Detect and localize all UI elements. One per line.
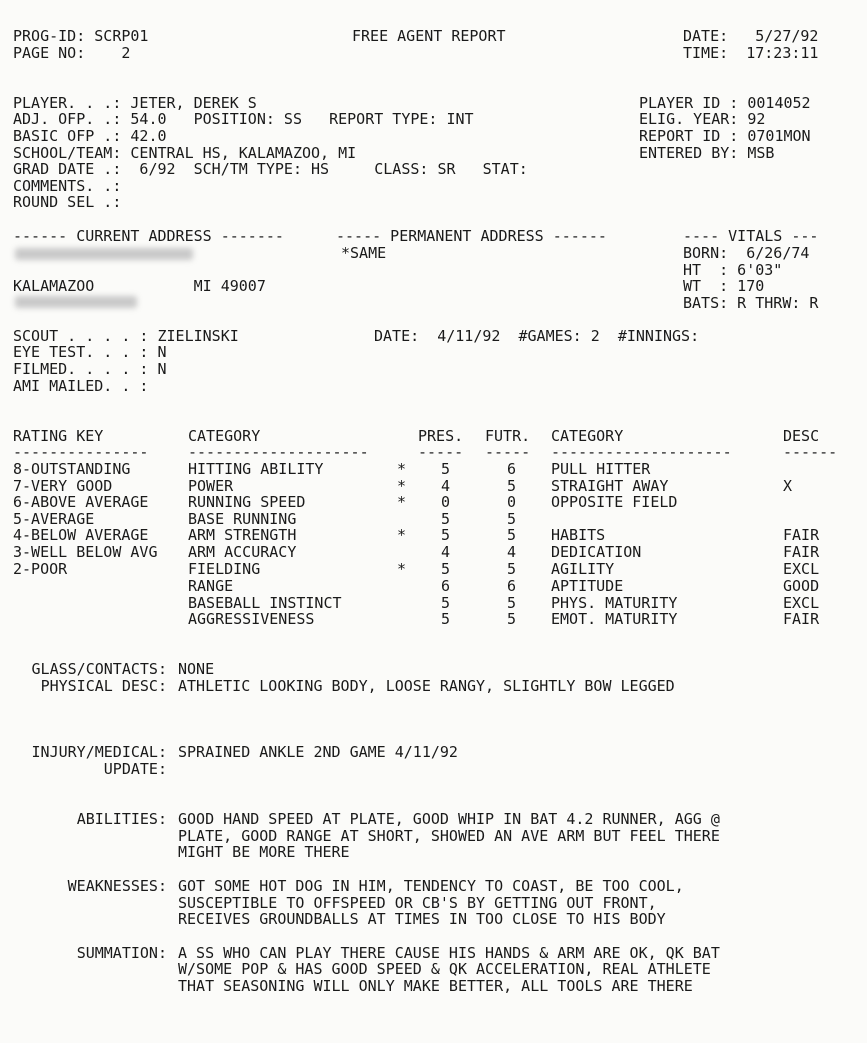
makeup-desc: FAIR	[783, 610, 820, 628]
comments: COMMENTS. .:	[13, 177, 122, 195]
city-state-zip: KALAMAZOO MI 49007	[13, 277, 266, 295]
present-rating: 5	[441, 560, 451, 578]
tool-category: RUNNING SPEED	[188, 493, 306, 511]
injury-value: SPRAINED ANKLE 2ND GAME 4/11/92	[178, 743, 458, 761]
makeup-category: EMOT. MATURITY	[551, 610, 678, 628]
tool-category: AGGRESSIVENESS	[188, 610, 315, 628]
abilities-line: MIGHT BE MORE THERE	[178, 843, 350, 861]
makeup-category: AGILITY	[551, 560, 615, 578]
future-rating: 4	[507, 543, 517, 561]
rating-key-item: 2-POOR	[13, 560, 68, 578]
present-rating: 5	[441, 510, 451, 528]
weaknesses-line: GOT SOME HOT DOG IN HIM, TENDENCY TO COAST, BE TOO COOL,	[178, 877, 684, 895]
filmed: FILMED. . . . : N	[13, 360, 167, 378]
rating-key-item: 6-ABOVE AVERAGE	[13, 493, 149, 511]
glass-contacts-label: GLASS/CONTACTS:	[31, 660, 167, 678]
rating-key-header: RATING KEY	[13, 427, 104, 445]
future-rating: 6	[507, 460, 517, 478]
present-rating: 5	[441, 610, 451, 628]
entered-by: ENTERED BY: MSB	[639, 144, 775, 162]
future-rating: 5	[507, 560, 517, 578]
present-rating: 0	[441, 493, 451, 511]
category2-header: CATEGORY	[551, 427, 624, 445]
current-address-header: ------ CURRENT ADDRESS -------	[13, 227, 284, 245]
starred-mark: *	[397, 493, 407, 511]
scout-name: SCOUT . . . . : ZIELINSKI	[13, 327, 239, 345]
player-name: PLAYER. . .: JETER, DEREK S	[13, 94, 257, 112]
hitter-type: OPPOSITE FIELD	[551, 493, 678, 511]
report-time: TIME: 17:23:11	[683, 44, 819, 62]
future-rating: 0	[507, 493, 517, 511]
injury-label: INJURY/MEDICAL:	[31, 743, 167, 761]
physical-desc-value: ATHLETIC LOOKING BODY, LOOSE RANGY, SLIGHTLY BOW LEGGED	[178, 677, 675, 695]
weaknesses-label: WEAKNESSES:	[67, 877, 167, 895]
rating-key-rule: ---------------	[13, 443, 149, 461]
present-rating: 4	[441, 543, 451, 561]
physical-desc-label: PHYSICAL DESC:	[40, 677, 167, 695]
tool-category: FIELDING	[188, 560, 261, 578]
eye-test: EYE TEST. . . : N	[13, 343, 167, 361]
present-rating: 5	[441, 460, 451, 478]
round-sel: ROUND SEL .:	[13, 193, 122, 211]
tool-category: BASE RUNNING	[188, 510, 297, 528]
present-rating: 4	[441, 477, 451, 495]
hitter-type-mark: X	[783, 477, 793, 495]
grad-date-line: GRAD DATE .: 6/92 SCH/TM TYPE: HS CLASS: SR STAT:	[13, 160, 528, 178]
starred-mark: *	[397, 560, 407, 578]
futr-header: FUTR.	[485, 427, 531, 445]
futr-rule: -----	[485, 443, 531, 461]
starred-mark: *	[397, 477, 407, 495]
tool-category: ARM STRENGTH	[188, 526, 297, 544]
report-title: FREE AGENT REPORT	[352, 27, 506, 45]
injury-update-label: UPDATE:	[103, 760, 167, 778]
tool-category: BASEBALL INSTINCT	[188, 594, 342, 612]
makeup-desc: FAIR	[783, 526, 820, 544]
category2-rule: --------------------	[551, 443, 732, 461]
abilities-line: PLATE, GOOD RANGE AT SHORT, SHOWED AN AVE ARM BUT FEEL THERE	[178, 827, 720, 845]
vitals-header: ---- VITALS ---	[683, 227, 819, 245]
makeup-category: APTITUDE	[551, 577, 624, 595]
makeup-category: HABITS	[551, 526, 606, 544]
abilities-label: ABILITIES:	[76, 810, 167, 828]
starred-mark: *	[397, 460, 407, 478]
pres-rule: -----	[418, 443, 464, 461]
page-number: PAGE NO: 2	[13, 44, 131, 62]
future-rating: 5	[507, 610, 517, 628]
abilities-line: GOOD HAND SPEED AT PLATE, GOOD WHIP IN BAT 4.2 RUNNER, AGG @	[178, 810, 720, 828]
hitter-type: PULL HITTER	[551, 460, 651, 478]
makeup-desc: FAIR	[783, 543, 820, 561]
born: BORN: 6/26/74	[683, 244, 810, 262]
summation-line: A SS WHO CAN PLAY THERE CAUSE HIS HANDS & ARM ARE OK, QK BAT	[178, 944, 720, 962]
glass-contacts-value: NONE	[178, 660, 215, 678]
rating-key-item: 3-WELL BELOW AVG	[13, 543, 158, 561]
summation-label: SUMMATION:	[76, 944, 167, 962]
future-rating: 5	[507, 477, 517, 495]
player-id: PLAYER ID : 0014052	[639, 94, 811, 112]
makeup-desc: EXCL	[783, 594, 820, 612]
height: HT : 6'03"	[683, 261, 783, 279]
basic-ofp: BASIC OFP .: 42.0	[13, 127, 167, 145]
makeup-category: PHYS. MATURITY	[551, 594, 678, 612]
rating-key-item: 7-VERY GOOD	[13, 477, 113, 495]
ami-mailed: AMI MAILED. . :	[13, 377, 149, 395]
present-rating: 5	[441, 594, 451, 612]
summation-line: W/SOME POP & HAS GOOD SPEED & QK ACCELERATION, REAL ATHLETE	[178, 960, 711, 978]
tool-category: POWER	[188, 477, 234, 495]
future-rating: 5	[507, 510, 517, 528]
tool-category: ARM ACCURACY	[188, 543, 297, 561]
permanent-address-header: ----- PERMANENT ADDRESS ------	[336, 227, 607, 245]
weight: WT : 170	[683, 277, 765, 295]
rating-key-item: 4-BELOW AVERAGE	[13, 526, 149, 544]
redacted-phone	[15, 296, 137, 308]
category-header: CATEGORY	[188, 427, 261, 445]
weaknesses-line: RECEIVES GROUNDBALLS AT TIMES IN TOO CLOSE TO HIS BODY	[178, 910, 666, 928]
tool-category: HITTING ABILITY	[188, 460, 324, 478]
bats-throws: BATS: R THRW: R	[683, 294, 819, 312]
pres-header: PRES.	[418, 427, 464, 445]
elig-year: ELIG. YEAR: 92	[639, 110, 766, 128]
future-rating: 5	[507, 526, 517, 544]
desc-rule: ------	[783, 443, 838, 461]
category-rule: --------------------	[188, 443, 369, 461]
weaknesses-line: SUSCEPTIBLE TO OFFSPEED OR CB'S BY GETTING OUT FRONT,	[178, 894, 657, 912]
makeup-desc: GOOD	[783, 577, 820, 595]
makeup-category: DEDICATION	[551, 543, 642, 561]
summation-line: THAT SEASONING WILL ONLY MAKE BETTER, ALL TOOLS ARE THERE	[178, 977, 693, 995]
tool-category: RANGE	[188, 577, 234, 595]
school-team: SCHOOL/TEAM: CENTRAL HS, KALAMAZOO, MI	[13, 144, 357, 162]
future-rating: 5	[507, 594, 517, 612]
permanent-address-value: *SAME	[341, 244, 387, 262]
prog-id: PROG-ID: SCRP01	[13, 27, 149, 45]
present-rating: 6	[441, 577, 451, 595]
rating-key-item: 5-AVERAGE	[13, 510, 95, 528]
starred-mark: *	[397, 526, 407, 544]
rating-key-item: 8-OUTSTANDING	[13, 460, 131, 478]
future-rating: 6	[507, 577, 517, 595]
redacted-street	[15, 248, 193, 260]
makeup-desc: EXCL	[783, 560, 820, 578]
report-date: DATE: 5/27/92	[683, 27, 819, 45]
present-rating: 5	[441, 526, 451, 544]
desc-header: DESC	[783, 427, 820, 445]
report-id: REPORT ID : 0701MON	[639, 127, 811, 145]
scout-date-games: DATE: 4/11/92 #GAMES: 2 #INNINGS:	[374, 327, 700, 345]
adj-ofp-line: ADJ. OFP. .: 54.0 POSITION: SS REPORT TYPE: INT	[13, 110, 474, 128]
hitter-type: STRAIGHT AWAY	[551, 477, 669, 495]
